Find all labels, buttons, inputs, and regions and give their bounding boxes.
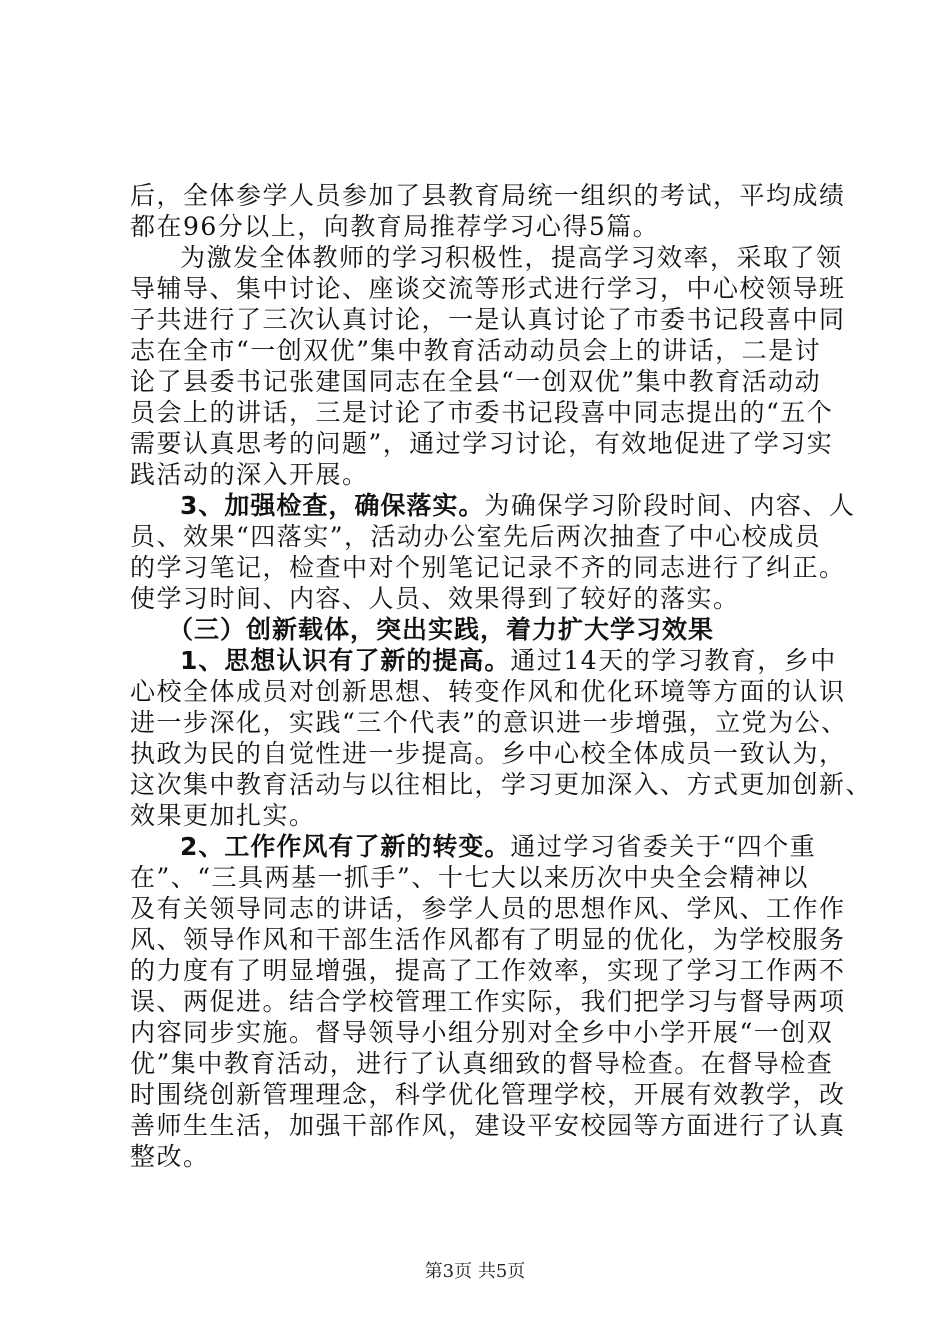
paragraph-3-first-line-rest: 为确保学习阶段时间、内容、人 (484, 491, 856, 520)
section-heading: （三）创新载体，突出实践，着力扩大学习效果 (168, 615, 715, 644)
paragraph-2-line-5: 论了县委书记张建国同志在全县“一创双优”集中教育活动动 (130, 367, 822, 396)
paragraph-2-line-8: 践活动的深入开展。 (130, 460, 369, 489)
paragraph-5-line-2: 在”、“三具两基一抓手”、十七大以来历次中央全会精神以 (130, 863, 809, 892)
paragraph-4-lead: 1、思想认识有了新的提高。 (180, 646, 511, 675)
paragraph-2-line-7: 需要认真思考的问题”，通过学习讨论，有效地促进了学习实 (130, 429, 834, 458)
paragraph-3-line-3: 的学习笔记，检查中对个别笔记记录不齐的同志进行了纠正。 (130, 553, 846, 582)
paragraph-1-line-2: 都在96分以上，向教育局推荐学习心得5篇。 (130, 212, 660, 241)
paragraph-5-line-11: 整改。 (130, 1142, 210, 1171)
page-number-footer: 第3页 共5页 (424, 1261, 526, 1282)
paragraph-5-lead: 2、工作作风有了新的转变。 (180, 832, 511, 861)
paragraph-5-line-4: 风、领导作风和干部生活作风都有了明显的优化，为学校服务 (130, 925, 846, 954)
paragraph-5-line-6: 误、两促进。结合学校管理工作实际，我们把学习与督导两项 (130, 987, 846, 1016)
paragraph-1-line-1: 后，全体参学人员参加了县教育局统一组织的考试，平均成绩 (130, 181, 846, 210)
paragraph-5-line-9: 时围绕创新管理理念，科学优化管理学校，开展有效教学，改 (130, 1080, 846, 1109)
paragraph-5-line-7: 内容同步实施。督导领导小组分别对全乡中小学开展“一创双 (130, 1018, 834, 1047)
paragraph-2-line-6: 员会上的讲话，三是讨论了市委书记段喜中同志提出的“五个 (130, 398, 834, 427)
paragraph-5-line-5: 的力度有了明显增强，提高了工作效率，实现了学习工作两不 (130, 956, 846, 985)
paragraph-5-line-10: 善师生生活，加强干部作风，建设平安校园等方面进行了认真 (130, 1111, 846, 1140)
paragraph-5-first-line-rest: 通过学习省委关于“四个重 (510, 832, 817, 861)
paragraph-2-line-3: 子共进行了三次认真讨论，一是认真讨论了市委书记段喜中同 (130, 305, 846, 334)
paragraph-4-line-4: 执政为民的自觉性进一步提高。乡中心校全体成员一致认为， (130, 739, 846, 768)
paragraph-2-line-4: 志在全市“一创双优”集中教育活动动员会上的讲话，二是讨 (130, 336, 822, 365)
paragraph-3-line-1 (180, 490, 855, 521)
paragraph-4-line-5: 这次集中教育活动与以往相比，学习更加深入、方式更加创新、 (130, 770, 873, 799)
paragraph-3-lead: 3、加强检查，确保落实。 (180, 491, 485, 520)
paragraph-3-line-2: 员、效果“四落实”，活动办公室先后两次抽查了中心校成员 (130, 522, 822, 551)
paragraph-4-line-3: 进一步深化，实践“三个代表”的意识进一步增强，立党为公、 (130, 708, 848, 737)
paragraph-4-line-1 (180, 645, 837, 676)
paragraph-4-line-2: 心校全体成员对创新思想、转变作风和优化环境等方面的认识 (130, 677, 846, 706)
paragraph-5-line-3: 及有关领导同志的讲话，参学人员的思想作风、学风、工作作 (130, 894, 846, 923)
paragraph-5-line-8: 优”集中教育活动，进行了认真细致的督导检查。在督导检查 (130, 1049, 834, 1078)
paragraph-4-line-6: 效果更加扎实。 (130, 801, 316, 830)
paragraph-5-line-1 (180, 831, 816, 862)
paragraph-2-line-1: 为激发全体教师的学习积极性，提高学习效率，采取了领 (180, 243, 843, 272)
paragraph-2-line-2: 导辅导、集中讨论、座谈交流等形式进行学习，中心校领导班 (130, 274, 846, 303)
paragraph-4-first-line-rest: 通过14天的学习教育，乡中 (510, 646, 837, 675)
paragraph-3-line-4: 使学习时间、内容、人员、效果得到了较好的落实。 (130, 584, 740, 613)
